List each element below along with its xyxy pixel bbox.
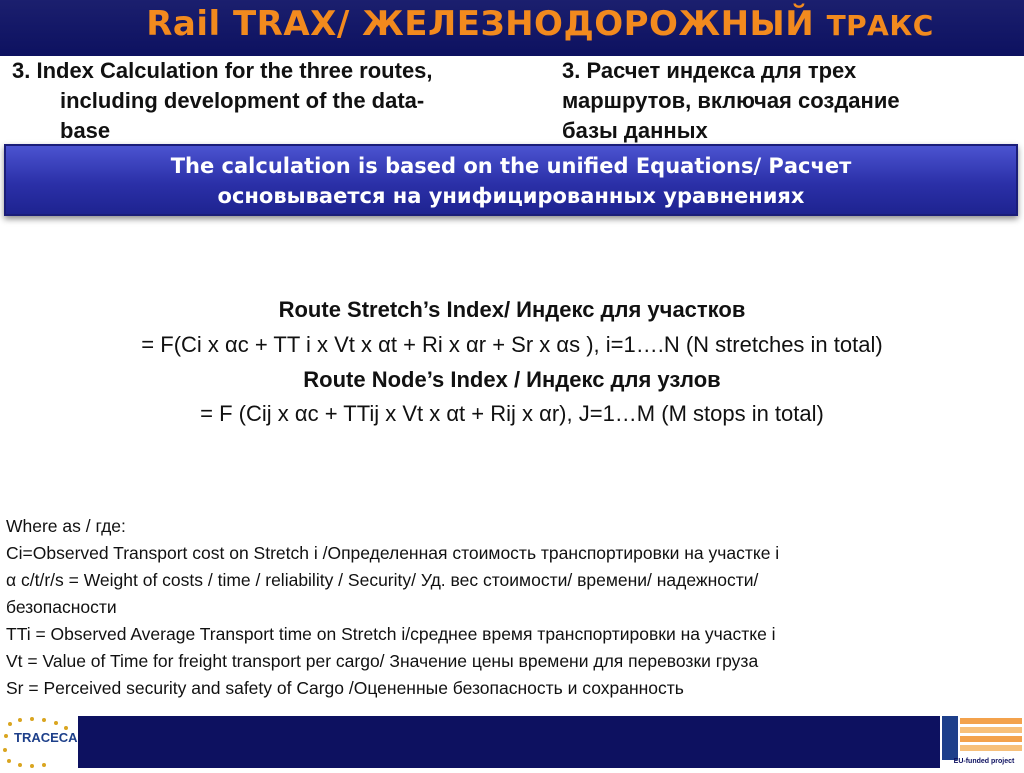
definition-line: TTi = Observed Average Transport time on Stretch i/среднее время транспортировки на участке i xyxy=(6,624,776,644)
node-index-formula: = F (Cij x αc + TTij x Vt x αt + Rij x αr), J=1…M (M stops in total) xyxy=(200,401,824,426)
slide-title xyxy=(70,4,1010,44)
subheading-english-line2: including development of the data- xyxy=(60,88,425,113)
definition-line: безопасности xyxy=(6,597,117,617)
eu-funded-label: EU-funded project xyxy=(953,758,1015,765)
definition-line: Vt = Value of Time for freight transport per cargo/ Значение цены времени для перевозки груза xyxy=(6,651,759,671)
definitions-list xyxy=(6,513,1018,702)
subheading-russian-line2: маршрутов, включая создание xyxy=(562,88,900,113)
logo-stripe xyxy=(960,718,1022,724)
subheading-russian xyxy=(562,56,1002,146)
traceca-logo-text: TRACECA xyxy=(14,730,78,745)
definition-line: α c/t/r/s = Weight of costs / time / reliability / Security/ Уд. вес стоимости/ времени/ надежности/ xyxy=(6,570,759,590)
logo-stripe xyxy=(960,727,1022,733)
subheading-russian-line3: базы данных xyxy=(562,118,708,143)
title-main: Rail TRAX/ ЖЕЛЕЗНОДОРОЖНЫЙ xyxy=(146,4,815,44)
stretch-index-formula: = F(Ci x αc + TT i x Vt x αt + Ri x αr + Sr x αs ), i=1….N (N stretches in total) xyxy=(141,332,883,357)
idea-eu-logo xyxy=(940,716,1024,768)
logo-stripe xyxy=(960,736,1022,742)
definition-line: Where as / где: xyxy=(6,516,126,536)
title-small: ТРАКС xyxy=(826,9,934,42)
subheading-russian-line1: 3. Расчет индекса для трех xyxy=(562,58,857,83)
definition-line: Ci=Observed Transport cost on Stretch i /Определенная стоимость транспортировки на участке i xyxy=(6,543,780,563)
footer-bar xyxy=(0,716,1024,768)
subheading-english-line3: base xyxy=(60,118,111,143)
definition-line: Sr = Perceived security and safety of Cargo /Оцененные безопасность и сохранность xyxy=(6,678,684,698)
logo-stripe xyxy=(960,745,1022,751)
traceca-logo xyxy=(0,716,78,768)
banner-line2: основывается на унифицированных уравнениях xyxy=(217,184,805,208)
stretch-index-title: Route Stretch’s Index/ Индекс для участков xyxy=(278,297,746,322)
equations-banner xyxy=(4,144,1018,216)
node-index-title: Route Node’s Index / Индекс для узлов xyxy=(303,367,721,392)
subheading-english xyxy=(12,56,532,146)
subheading-english-line1: 3. Index Calculation for the three routes, xyxy=(12,58,433,83)
traceca-vertical-icon xyxy=(942,716,958,760)
banner-line1: The calculation is based on the unified Equations/ Расчет xyxy=(170,154,852,178)
